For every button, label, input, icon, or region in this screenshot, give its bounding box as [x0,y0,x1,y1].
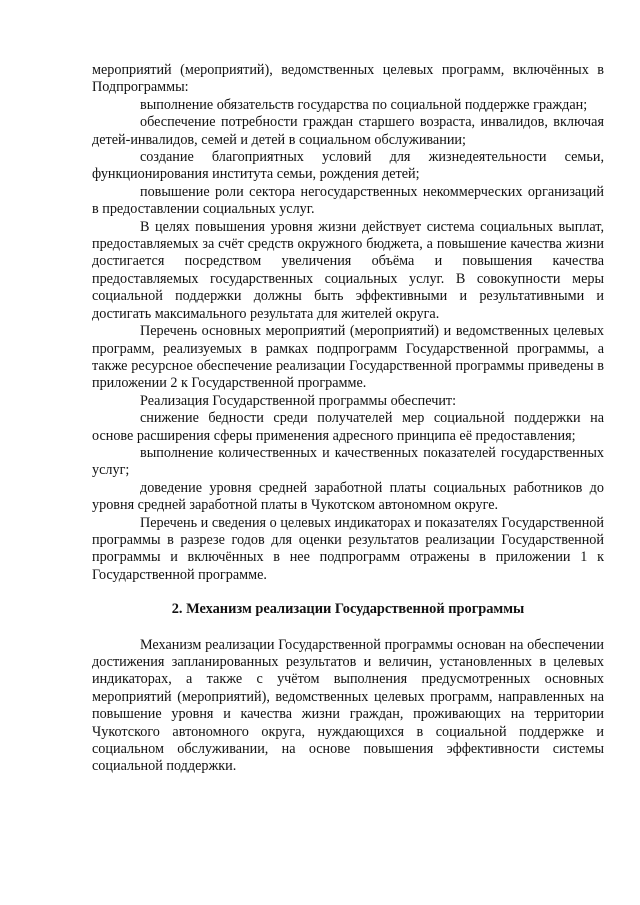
paragraph: Механизм реализации Государственной программы основан на обеспечении достижения запланированных результатов и величин, установленных в целевых индикаторах, а также с учётом выполнения предусмотренных основных мероприятий (мероприятий), ведомственных целевых программ, направленных на повышение уровня и качества жизни граждан, проживающих на территории Чукотского автономного округа, нуждающихся в социальной поддержке и социальном обслуживании, на основе повышения эффективности системы социальной поддержки. [92,636,604,775]
paragraph: В целях повышения уровня жизни действует система социальных выплат, предоставляемых за счёт средств окружного бюджета, а повышение качества жизни достигается посредством увеличения объёма и повышения качества предоставляемых государственных социальных услуг. В совокупности меры социальной поддержки должны быть эффективными и результативными и достигать максимального результата для жителей округа. [92,218,604,322]
document-body [92,62,604,776]
paragraph-list-item: создание благоприятных условий для жизнедеятельности семьи, функционирования института семьи, рождения детей; [92,149,604,183]
section-heading: 2. Механизм реализации Государственной программы [171,601,525,618]
paragraph-list-item: выполнение количественных и качественных показателей государственных услуг; [92,444,604,479]
paragraph-continuation: мероприятий (мероприятий), ведомственных целевых программ, включённых в Подпрограммы: [92,62,604,96]
paragraph-list-item: повышение роли сектора негосударственных некоммерческих организаций в предоставлении социальных услуг. [92,183,604,218]
paragraph-list-item: выполнение обязательств государства по социальной поддержке граждан; [140,96,588,113]
paragraph-list-item: обеспечение потребности граждан старшего возраста, инвалидов, включая детей-инвалидов, семей и детей в социальном обслуживании; [92,114,604,148]
paragraph: Перечень и сведения о целевых индикаторах и показателях Государственной программы в разрезе годов для оценки результатов реализации Государственной программы и включённых в нее подпрограмм отражены в приложении 1 к Государственной программе. [92,514,604,583]
paragraph: Реализация Государственной программы обеспечит: [140,392,457,409]
paragraph-list-item: доведение уровня средней заработной платы социальных работников до уровня средней заработной платы в Чукотском автономном округе. [92,479,604,514]
paragraph-list-item: снижение бедности среди получателей мер социальной поддержки на основе расширения сферы применения адресного принципа её предоставления; [92,410,604,444]
paragraph: Перечень основных мероприятий (мероприятий) и ведомственных целевых программ, реализуемых в рамках подпрограмм Государственной программы, а также ресурсное обеспечение реализации Государственной программы приведены в приложении 2 к Государственной программе. [92,323,604,392]
